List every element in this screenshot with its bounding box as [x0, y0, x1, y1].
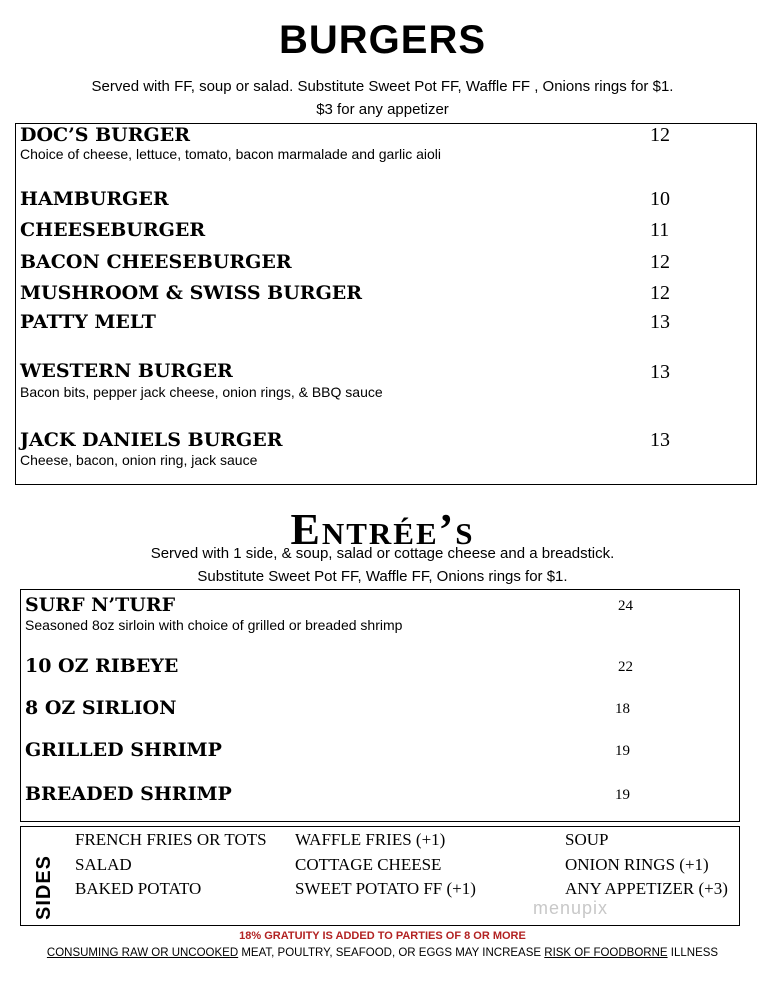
menupix-watermark: menupix	[533, 898, 609, 918]
burger-item-price: 12	[650, 282, 670, 304]
side-item: SOUP	[565, 830, 609, 849]
consume-warning-part: RISK OF FOODBORNE	[544, 947, 668, 959]
burger-item-price: 11	[650, 219, 670, 241]
entree-item-name: 8 OZ SIRLION	[25, 697, 177, 719]
entrees-subtitle-line2: Substitute Sweet Pot FF, Waffle FF, Onions rings for $1.	[197, 568, 568, 585]
burger-item-price: 12	[650, 251, 670, 273]
burger-item-price: 12	[650, 124, 670, 146]
burger-item-name: PATTY MELT	[20, 311, 156, 333]
side-item: ONION RINGS (+1)	[565, 855, 709, 874]
consume-warning-part: MEAT, POULTRY, SEAFOOD, OR EGGS MAY INCREASE	[238, 947, 545, 959]
burgers-title: BURGERS	[278, 18, 487, 62]
side-item: ANY APPETIZER (+3)	[565, 879, 728, 898]
burgers-subtitle-line1: Served with FF, soup or salad. Substitute Sweet Pot FF, Waffle FF , Onions rings for $1.	[91, 78, 674, 95]
entree-item-desc: Seasoned 8oz sirloin with choice of grilled or breaded shrimp	[25, 617, 403, 633]
burger-item-name: BACON CHEESEBURGER	[20, 251, 292, 273]
burger-item-name: HAMBURGER	[20, 188, 169, 210]
entree-item-price: 19	[615, 743, 630, 759]
consume-warning-part: CONSUMING RAW OR UNCOOKED	[46, 947, 239, 959]
burger-item-price: 13	[650, 311, 670, 333]
entree-item-name: BREADED SHRIMP	[25, 783, 232, 805]
burger-item-name: JACK DANIELS BURGER	[20, 429, 283, 451]
burger-item-desc: Bacon bits, pepper jack cheese, onion rings, & BBQ sauce	[20, 384, 383, 400]
entree-item-name: SURF N’TURF	[25, 594, 176, 616]
burger-item-name: CHEESEBURGER	[20, 219, 206, 241]
burger-item-price: 13	[650, 361, 670, 383]
burger-item-price: 10	[650, 188, 670, 210]
entrees-subtitle-line1: Served with 1 side, & soup, salad or cottage cheese and a breadstick.	[150, 545, 615, 562]
burgers-subtitle-line2: $3 for any appetizer	[316, 101, 449, 118]
entree-item-name: GRILLED SHRIMP	[25, 739, 222, 761]
side-item: COTTAGE CHEESE	[295, 855, 442, 874]
sides-label: SIDES	[33, 854, 55, 920]
consumption-warning	[0, 947, 765, 959]
entree-item-price: 19	[615, 787, 630, 803]
burger-item-name: DOC’S BURGER	[20, 124, 191, 146]
burger-item-desc: Choice of cheese, lettuce, tomato, bacon marmalade and garlic aioli	[20, 146, 442, 162]
entree-item-price: 18	[615, 701, 630, 717]
entree-item-price: 24	[618, 598, 633, 614]
burger-item-name: WESTERN BURGER	[20, 360, 233, 382]
burger-item-desc: Cheese, bacon, onion ring, jack sauce	[20, 452, 258, 468]
entree-item-price: 22	[618, 659, 633, 675]
burger-item-name: MUSHROOM & SWISS BURGER	[20, 282, 363, 304]
side-item: WAFFLE FRIES (+1)	[295, 830, 446, 849]
gratuity-notice: 18% GRATUITY IS ADDED TO PARTIES OF 8 OR MORE	[239, 930, 526, 942]
entrees-title: Entrée’s	[290, 505, 475, 554]
entree-item-name: 10 OZ RIBEYE	[25, 655, 179, 677]
side-item: BAKED POTATO	[75, 879, 202, 898]
consume-warning-part: ILLNESS	[667, 947, 719, 959]
burger-item-price: 13	[650, 429, 670, 451]
side-item: FRENCH FRIES OR TOTS	[75, 830, 267, 849]
side-item: SWEET POTATO FF (+1)	[295, 879, 476, 898]
side-item: SALAD	[75, 855, 132, 874]
